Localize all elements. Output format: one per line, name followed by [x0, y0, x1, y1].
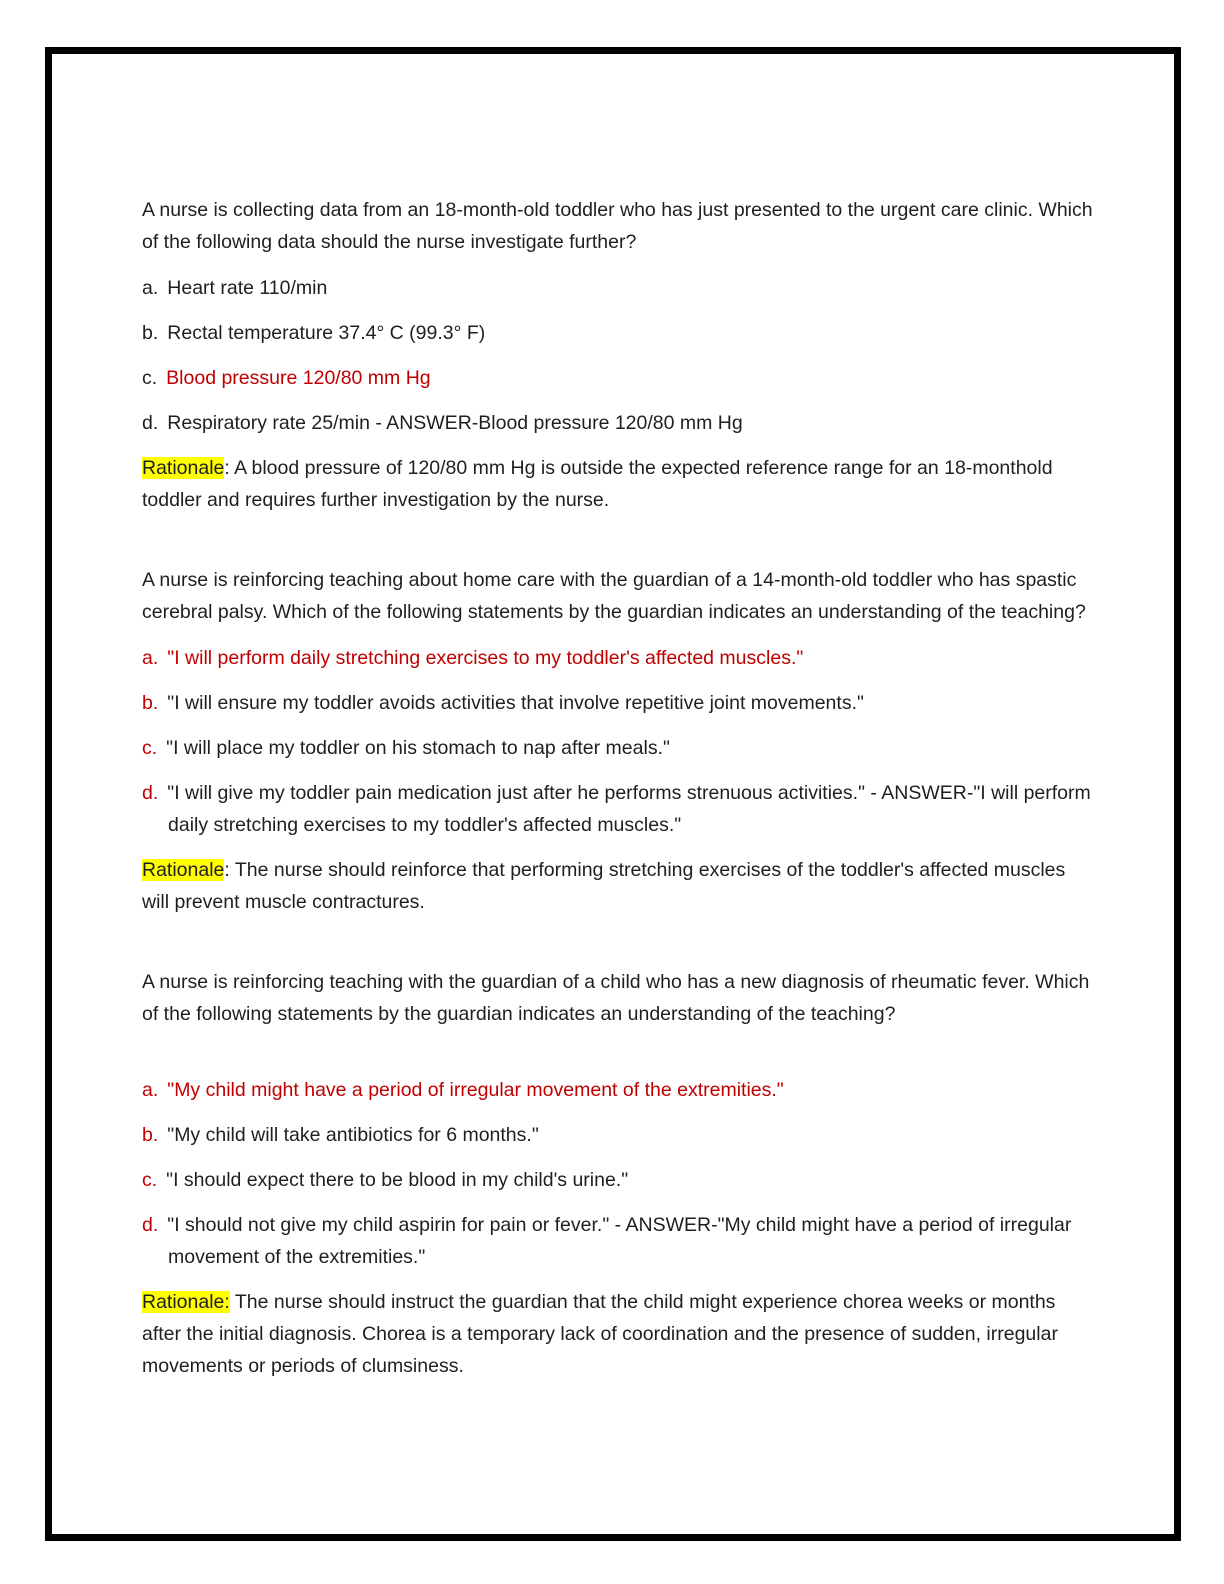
- answer-option: [142, 1164, 1094, 1196]
- answer-option: [142, 1209, 1094, 1273]
- question-stem: A nurse is reinforcing teaching with the guardian of a child who has a new diagnosis of rheumatic fever. Which of the following statements by the guardian indicates an understanding of the teaching?: [142, 971, 1090, 1025]
- option-label: a.: [142, 647, 159, 669]
- rationale-label: Rationale: [142, 457, 225, 479]
- document-content: [142, 194, 1094, 1394]
- rationale: [142, 854, 1094, 918]
- option-text: "I should not give my child aspirin for pain or fever." - ANSWER-"My child might have a period of irregular movement of the extremities.": [167, 1214, 1072, 1268]
- option-text: "I will give my toddler pain medication just after he performs strenuous activities." - ANSWER-"I will perform daily stretching exercises to my toddler's affected muscles.": [167, 782, 1091, 836]
- rationale-text: The nurse should instruct the guardian that the child might experience chorea weeks or months after the initial diagnosis. Chorea is a temporary lack of coordination and the presence of sudden, irregular movements or periods of clumsiness.: [142, 1291, 1058, 1377]
- rationale-label: Rationale: [142, 859, 225, 881]
- rationale-text: : The nurse should reinforce that performing stretching exercises of the toddler's affected muscles will prevent muscle contractures.: [142, 859, 1066, 913]
- answer-option: [142, 687, 1094, 719]
- answer-option: [142, 407, 1094, 439]
- option-label: b.: [142, 692, 159, 714]
- option-text: "My child might have a period of irregular movement of the extremities.": [167, 1079, 784, 1101]
- answer-option: [142, 272, 1094, 304]
- option-text: "I should expect there to be blood in my child's urine.": [166, 1169, 629, 1191]
- question-stem: A nurse is collecting data from an 18-month-old toddler who has just presented to the urgent care clinic. Which of the following data should the nurse investigate further?: [142, 199, 1093, 253]
- option-text: "I will perform daily stretching exercises to my toddler's affected muscles.": [167, 647, 804, 669]
- option-text: Blood pressure 120/80 mm Hg: [166, 367, 431, 389]
- option-label: a.: [142, 277, 159, 299]
- answer-option: [142, 642, 1094, 674]
- rationale: [142, 1286, 1094, 1382]
- answer-option: [142, 777, 1094, 841]
- option-label: d.: [142, 412, 159, 434]
- option-label: c.: [142, 367, 158, 389]
- option-text: "I will ensure my toddler avoids activities that involve repetitive joint movements.": [167, 692, 864, 714]
- rationale-label: Rationale:: [142, 1291, 230, 1313]
- option-text: "My child will take antibiotics for 6 months.": [167, 1124, 539, 1146]
- option-label: d.: [142, 782, 159, 804]
- question-stem: A nurse is reinforcing teaching about home care with the guardian of a 14-month-old toddler who has spastic cerebral palsy. Which of the following statements by the guardian indicates an understanding of the teaching?: [142, 569, 1086, 623]
- answer-option: [142, 732, 1094, 764]
- rationale-text: : A blood pressure of 120/80 mm Hg is outside the expected reference range for an 18-monthold toddler and requires further investigation by the nurse.: [142, 457, 1053, 511]
- option-text: "I will place my toddler on his stomach to nap after meals.": [166, 737, 670, 759]
- option-text: Respiratory rate 25/min - ANSWER-Blood pressure 120/80 mm Hg: [167, 412, 743, 434]
- option-label: c.: [142, 737, 158, 759]
- answer-option: [142, 317, 1094, 349]
- page-border: [45, 47, 1181, 1541]
- answer-option: [142, 1119, 1094, 1151]
- option-label: b.: [142, 1124, 159, 1146]
- rationale: [142, 452, 1094, 516]
- option-text: Heart rate 110/min: [167, 277, 328, 299]
- option-label: d.: [142, 1214, 159, 1236]
- option-label: b.: [142, 322, 159, 344]
- option-text: Rectal temperature 37.4° C (99.3° F): [167, 322, 486, 344]
- option-label: c.: [142, 1169, 158, 1191]
- answer-option: [142, 362, 1094, 394]
- option-label: a.: [142, 1079, 159, 1101]
- answer-option: [142, 1074, 1094, 1106]
